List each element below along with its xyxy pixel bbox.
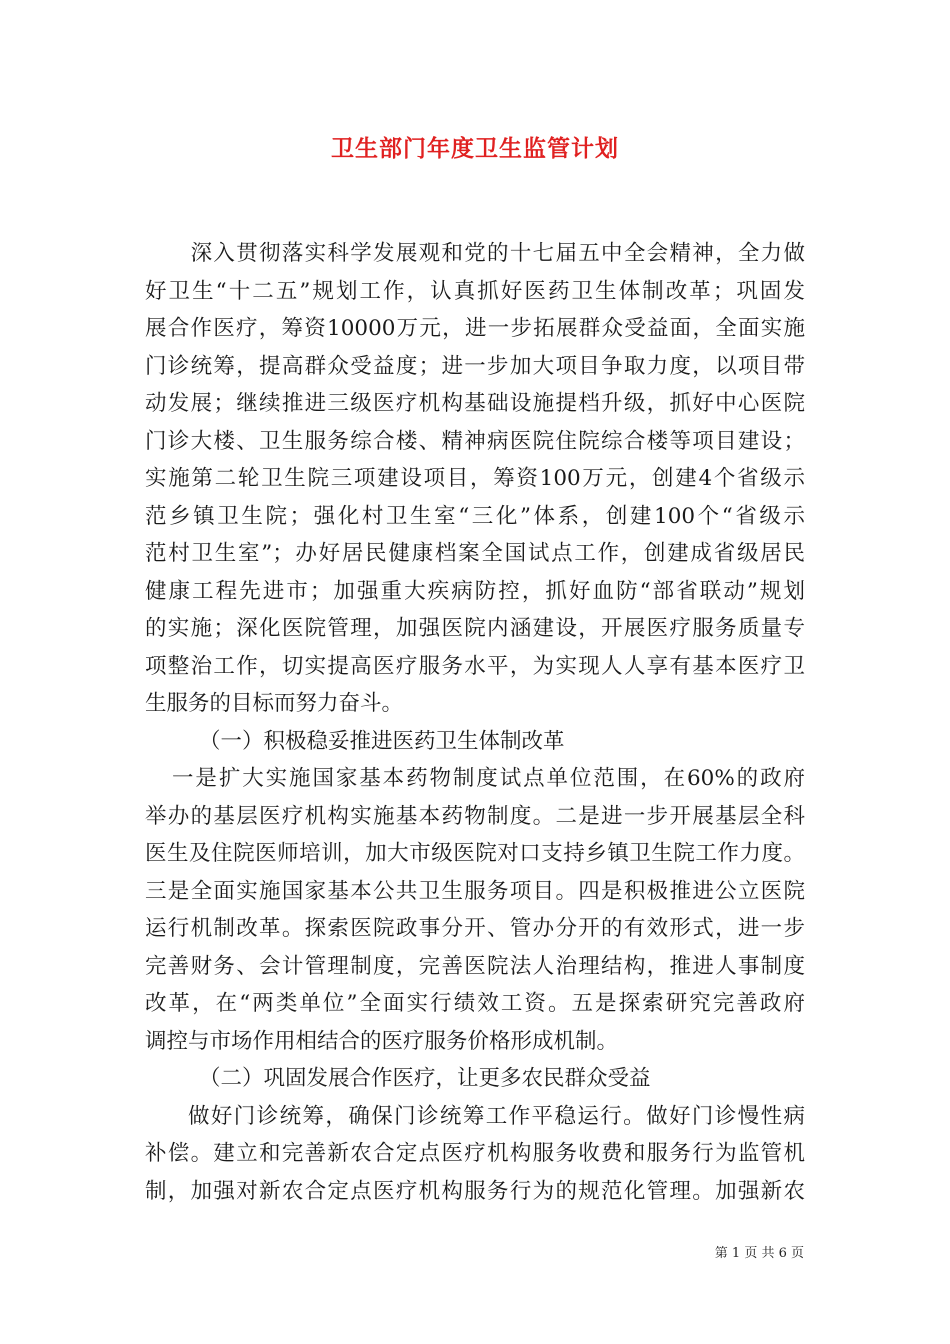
- section-1-line-3: 医生及住院医师培训，加大市级医院对口支持乡镇卫生院工作力度。: [145, 841, 805, 866]
- intro-line-3: 展合作医疗，筹资10000万元，进一步拓展群众受益面，全面实施: [145, 316, 805, 341]
- intro-line-9: 范村卫生室”；办好居民健康档案全国试点工作，创建成省级居民: [145, 541, 805, 566]
- section-2-heading: （二）巩固发展合作医疗，让更多农民群众受益: [199, 1066, 651, 1091]
- intro-line-13: 生服务的目标而努力奋斗。: [145, 691, 404, 716]
- section-2-line-2: 补偿。建立和完善新农合定点医疗机构服务收费和服务行为监管机: [145, 1141, 805, 1166]
- section-1-line-1: 一是扩大实施国家基本药物制度试点单位范围，在60%的政府: [172, 766, 805, 791]
- section-1-line-2: 举办的基层医疗机构实施基本药物制度。二是进一步开展基层全科: [145, 804, 805, 829]
- intro-line-12: 项整治工作，切实提高医疗服务水平，为实现人人享有基本医疗卫: [145, 654, 805, 679]
- section-1-line-5: 运行机制改革。探索医院政事分开、管办分开的有效形式，进一步: [145, 916, 805, 941]
- section-1-line-4: 三是全面实施国家基本公共卫生服务项目。四是积极推进公立医院: [145, 879, 805, 904]
- intro-line-7: 实施第二轮卫生院三项建设项目，筹资100万元，创建4个省级示: [145, 466, 805, 491]
- section-1-line-6: 完善财务、会计管理制度，完善医院法人治理结构，推进人事制度: [145, 954, 805, 979]
- intro-line-4: 门诊统筹，提高群众受益度；进一步加大项目争取力度，以项目带: [145, 354, 805, 379]
- intro-line-6: 门诊大楼、卫生服务综合楼、精神病医院住院综合楼等项目建设；: [145, 429, 805, 454]
- page-number-footer: 第 1 页 共 6 页: [714, 1246, 804, 1261]
- intro-line-2: 好卫生“十二五”规划工作，认真抓好医药卫生体制改革；巩固发: [145, 279, 805, 304]
- section-1-line-7: 改革，在“两类单位”全面实行绩效工资。五是探索研究完善政府: [145, 991, 805, 1016]
- section-2-line-1: 做好门诊统筹，确保门诊统筹工作平稳运行。做好门诊慢性病: [188, 1104, 805, 1129]
- section-1-line-8: 调控与市场作用相结合的医疗服务价格形成机制。: [145, 1029, 619, 1054]
- intro-line-5: 动发展；继续推进三级医疗机构基础设施提档升级，抓好中心医院: [145, 391, 805, 416]
- section-1-heading: （一）积极稳妥推进医药卫生体制改革: [199, 729, 565, 754]
- document-title: 卫生部门年度卫生监管计划: [331, 135, 619, 162]
- intro-line-10: 健康工程先进市；加强重大疾病防控，抓好血防“部省联动”规划: [145, 579, 805, 604]
- intro-line-11: 的实施；深化医院管理，加强医院内涵建设，开展医疗服务质量专: [145, 616, 805, 641]
- section-2-line-3: 制，加强对新农合定点医疗机构服务行为的规范化管理。加强新农: [145, 1179, 805, 1204]
- intro-line-8: 范乡镇卫生院；强化村卫生室“三化”体系，创建100个“省级示: [145, 504, 805, 529]
- intro-line-1: 深入贯彻落实科学发展观和党的十七届五中全会精神，全力做: [145, 241, 805, 266]
